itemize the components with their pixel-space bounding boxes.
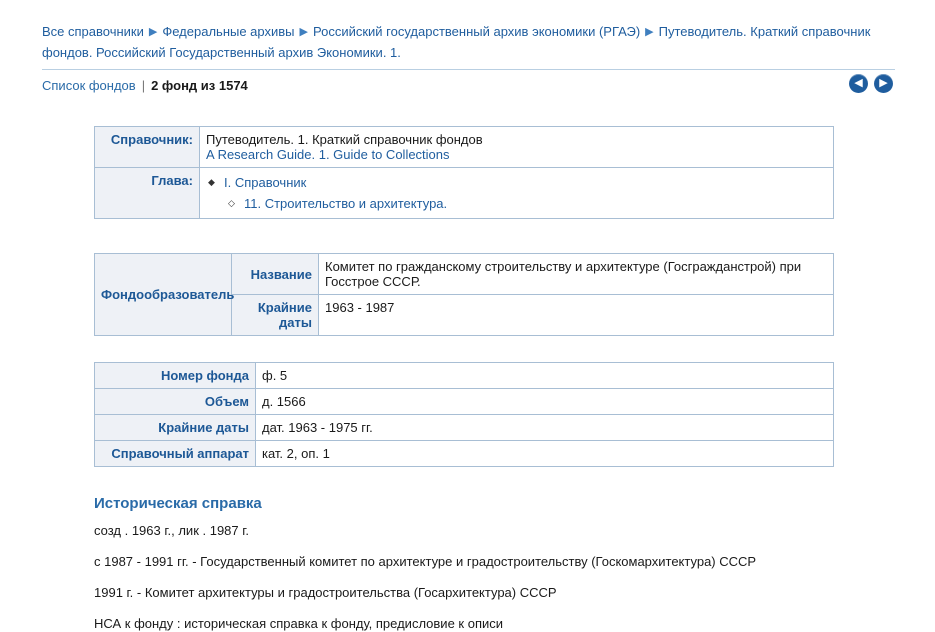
breadcrumb-item-1[interactable]: Федеральные архивы: [162, 24, 295, 39]
previous-record-button[interactable]: ◀: [849, 74, 868, 93]
record-navigation: [849, 74, 893, 93]
guide-table: [94, 126, 834, 219]
historical-note-paragraph: созд . 1963 г., лик . 1987 г.: [94, 523, 250, 538]
founder-name-label: Название: [232, 254, 319, 295]
founder-dates-value: 1963 - 1987: [319, 295, 834, 336]
historical-note-title: Историческая справка: [94, 495, 262, 512]
chapter-label: Глава:: [95, 168, 200, 219]
founder-label: Фондообразователь: [95, 254, 232, 336]
breadcrumb-item-0[interactable]: Все справочники: [42, 24, 144, 39]
fund-details-table: [94, 362, 834, 467]
list-item: [206, 173, 827, 213]
table-row: [95, 363, 834, 389]
next-record-button[interactable]: ▶: [874, 74, 893, 93]
fund-volume-label: Объем: [95, 389, 256, 415]
table-row: [95, 415, 834, 441]
founder-dates-label: Крайние даты: [232, 295, 319, 336]
fund-dates-label: Крайние даты: [95, 415, 256, 441]
fund-number-label: Номер фонда: [95, 363, 256, 389]
table-row: [95, 441, 834, 467]
triangle-right-icon: ▶: [148, 26, 158, 38]
fund-apparatus-value: кат. 2, оп. 1: [256, 441, 834, 467]
founder-name-value: Комитет по гражданскому строительству и архитектуре (Госгражданстрой) при Госстрое СССР.: [319, 254, 834, 295]
historical-note: [94, 495, 894, 632]
founder-table: [94, 253, 834, 336]
fund-list-link[interactable]: Список фондов: [42, 78, 136, 93]
chapter-value: [200, 168, 834, 219]
historical-note-paragraph: НСА к фонду : историческая справка к фонду, предисловие к описи: [94, 616, 504, 631]
subheader-divider: |: [141, 78, 146, 93]
table-row: [95, 254, 834, 295]
chapter-link[interactable]: I. Справочник: [224, 175, 307, 190]
table-row: [95, 127, 834, 168]
guide-title-ru: Путеводитель. 1. Краткий справочник фондов: [206, 132, 483, 147]
guide-title-en: A Research Guide. 1. Guide to Collections: [206, 147, 450, 162]
triangle-right-icon: ▶: [645, 26, 654, 38]
breadcrumb-item-3: Путеводитель. Краткий справочник фондов. Российский Государственный архив Экономики. 1.: [42, 24, 871, 60]
breadcrumb: [0, 0, 935, 63]
fund-volume-value: д. 1566: [256, 389, 834, 415]
subheader: [0, 70, 935, 104]
guide-value: [200, 127, 834, 168]
triangle-right-icon: ▶: [299, 26, 308, 38]
subchapter-list: [224, 194, 827, 213]
historical-note-paragraph: с 1987 - 1991 гг. - Государственный комитет по архитектуре и градостроительству (Госкомархитектура) СССР: [94, 554, 757, 569]
guide-label: Справочник:: [95, 127, 200, 168]
list-item: [224, 194, 827, 213]
table-row: [95, 389, 834, 415]
fund-apparatus-label: Справочный аппарат: [95, 441, 256, 467]
table-row: [95, 168, 834, 219]
fund-counter: 2 фонд из 1574: [151, 78, 248, 93]
fund-dates-value: дат. 1963 - 1975 гг.: [256, 415, 834, 441]
breadcrumb-item-2[interactable]: Российский государственный архив экономики (РГАЭ): [312, 24, 641, 39]
historical-note-paragraph: 1991 г. - Комитет архитектуры и градостроительства (Госархитектура) СССР: [94, 585, 557, 600]
fund-number-value: ф. 5: [256, 363, 834, 389]
subchapter-link[interactable]: 11. Строительство и архитектура.: [244, 196, 448, 211]
chapter-list: [206, 173, 827, 213]
